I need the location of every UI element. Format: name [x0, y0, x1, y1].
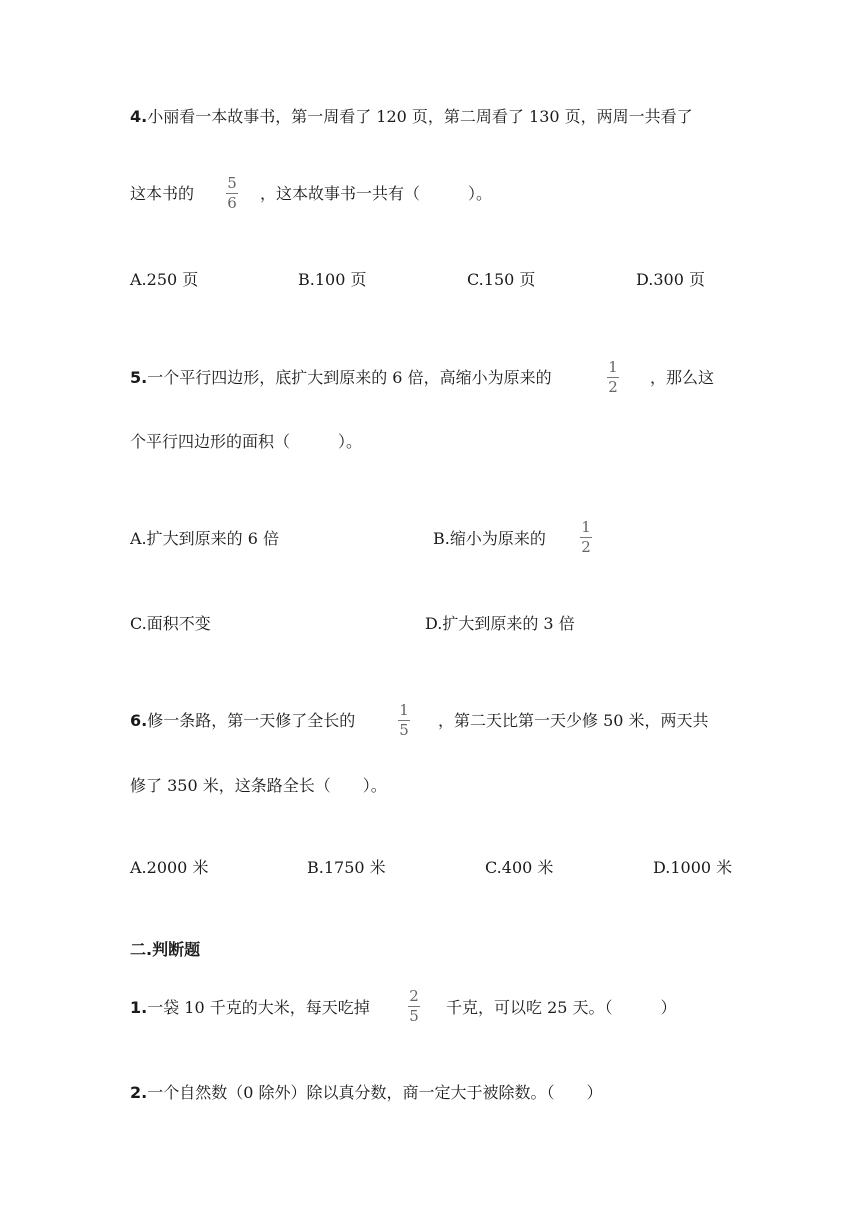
fraction-numerator: 1	[399, 701, 409, 719]
fraction-1-2	[607, 360, 619, 395]
question-number: 4.	[130, 107, 148, 126]
question-text: 一袋 10 千克的大米，每天吃掉	[147, 998, 370, 1017]
question-6-line-1a	[130, 708, 355, 731]
option-b[interactable]: B.1750 米	[307, 858, 386, 877]
fraction-5-6	[226, 176, 238, 211]
fraction-denominator: 5	[409, 1007, 419, 1025]
option-d[interactable]: D.扩大到原来的 3 倍	[425, 614, 575, 633]
option-d[interactable]: D.1000 米	[653, 858, 733, 877]
fraction-2-5	[408, 989, 420, 1024]
question-text: 一个自然数（0 除外）除以真分数，商一定大于被除数。（ ）	[147, 1083, 603, 1102]
option-c[interactable]: C.400 米	[485, 858, 554, 877]
judge-1-text-a	[130, 995, 370, 1018]
question-4-line-1	[130, 104, 693, 127]
section-title: 二.判断题	[130, 940, 201, 959]
fraction-denominator: 6	[227, 194, 237, 212]
fraction-numerator: 5	[227, 174, 237, 192]
question-text: 修一条路，第一天修了全长的	[147, 711, 356, 730]
fraction-1-5	[398, 703, 410, 738]
question-5-line-2: 个平行四边形的面积（ ）。	[130, 432, 363, 451]
question-4-line-2b: ，这本故事书一共有（ ）。	[260, 184, 493, 203]
fraction-denominator: 2	[581, 538, 591, 556]
option-c[interactable]: C.150 页	[467, 270, 536, 289]
fraction-numerator: 2	[409, 987, 419, 1005]
question-number: 2.	[130, 1083, 148, 1102]
question-number: 1.	[130, 998, 148, 1017]
option-a[interactable]: A.扩大到原来的 6 倍	[130, 529, 279, 548]
option-b[interactable]: B.100 页	[298, 270, 367, 289]
question-number: 5.	[130, 368, 148, 387]
question-6-line-1b: ，第二天比第一天少修 50 米，两天共	[438, 711, 709, 730]
question-6-line-2: 修了 350 米，这条路全长（ ）。	[130, 776, 387, 795]
option-d[interactable]: D.300 页	[636, 270, 705, 289]
option-a[interactable]: A.2000 米	[130, 858, 209, 877]
question-5-line-1b: ，那么这	[650, 368, 715, 387]
question-number: 6.	[130, 711, 148, 730]
question-text: 小丽看一本故事书，第一周看了 120 页，第二周看了 130 页，两周一共看了	[147, 107, 693, 126]
judge-1-text-b: 千克，可以吃 25 天。（ ）	[446, 998, 677, 1017]
question-4-line-2a: 这本书的	[130, 184, 195, 203]
option-a[interactable]: A.250 页	[130, 270, 199, 289]
judge-2-text	[130, 1080, 603, 1103]
fraction-1-2	[580, 520, 592, 555]
fraction-numerator: 1	[608, 358, 618, 376]
question-5-line-1a	[130, 365, 552, 388]
option-b[interactable]: B.缩小为原来的	[433, 529, 546, 548]
option-c[interactable]: C.面积不变	[130, 614, 211, 633]
fraction-numerator: 1	[581, 518, 591, 536]
fraction-denominator: 2	[608, 378, 618, 396]
fraction-denominator: 5	[399, 721, 409, 739]
question-text: 一个平行四边形，底扩大到原来的 6 倍，高缩小为原来的	[147, 368, 552, 387]
